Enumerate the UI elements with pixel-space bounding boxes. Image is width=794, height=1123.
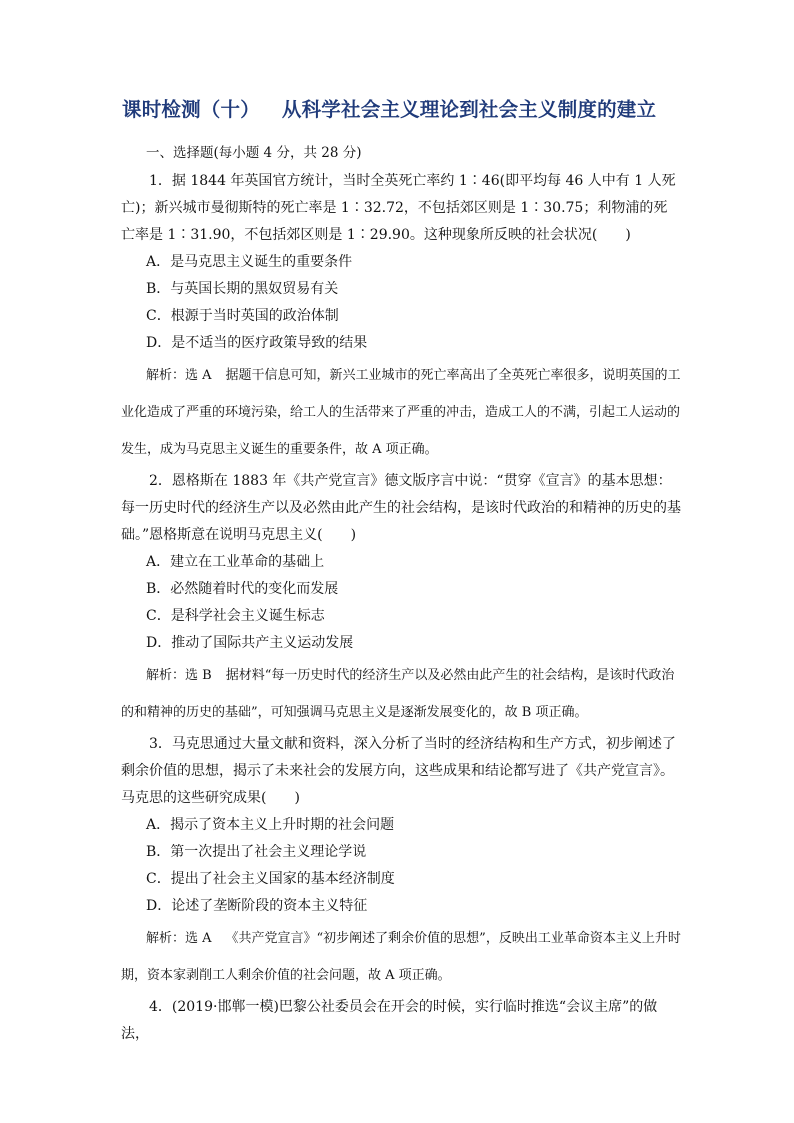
section-heading: 一、选择题(每小题 4 分，共 28 分)	[146, 145, 362, 161]
option-d: D．推动了国际共产主义运动发展	[146, 635, 354, 651]
question-1	[121, 168, 681, 468]
option-a: A．揭示了资本主义上升时期的社会问题	[146, 817, 395, 833]
option-d: D．是不适当的医疗政策导致的结果	[146, 335, 368, 351]
analysis-label: 解析：选 A	[146, 368, 212, 383]
question-stem: 1．据 1844 年英国官方统计，当时全英死亡率约 1∶46(即平均每 46 人中有 1 人死亡)；新兴城市曼彻斯特的死亡率是 1∶32.72，不包括郊区则是 1∶30.75；利物浦的死亡率是 1∶31.90，不包括郊区则是 1∶29.90。这种现象所反映的社会状况( )	[121, 173, 676, 243]
analysis-text: 《共产党宣言》“初步阐述了剩余价值的思想”，反映出工业革命资本主义上升时期，资本家剥削工人剩余价值的社会问题，故 A 项正确。	[121, 931, 681, 983]
option-b: B．与英国长期的黑奴贸易有关	[146, 281, 339, 297]
option-a: A．建立在工业革命的基础上	[146, 554, 325, 570]
analysis-text: 据题干信息可知，新兴工业城市的死亡率高出了全英死亡率很多，说明英国的工业化造成了严重的环境污染，给工人的生活带来了严重的冲击，造成工人的不满，引起工人运动的发生，成为马克思主义诞生的重要条件，故 A 项正确。	[121, 368, 681, 457]
option-c: C．根源于当时英国的政治体制	[146, 308, 339, 324]
option-a: A．是马克思主义诞生的重要条件	[146, 254, 353, 270]
title-topic: 从科学社会主义理论到社会主义制度的建立	[281, 98, 657, 121]
question-list	[121, 168, 681, 1048]
analysis-label: 解析：选 A	[146, 931, 212, 946]
option-d: D．论述了垄断阶段的资本主义特征	[146, 898, 368, 914]
question-4	[121, 994, 681, 1048]
question-3	[121, 731, 681, 994]
analysis-text: 据材料“每一历史时代的经济生产以及必然由此产生的社会结构，是该时代政治的和精神的历史的基础”，可知强调马克思主义是逐渐发展变化的，故 B 项正确。	[121, 668, 675, 720]
question-stem: 3．马克思通过大量文献和资料，深入分析了当时的经济结构和生产方式，初步阐述了剩余价值的思想，揭示了未来社会的发展方向，这些成果和结论都写进了《共产党宣言》。马克思的这些研究成果( )	[121, 736, 676, 806]
question-stem: 4．(2019·邯郸一模)巴黎公社委员会在开会的时候，实行临时推选“会议主席”的做法，	[121, 999, 658, 1042]
title-lesson: 课时检测（十）	[122, 98, 260, 121]
option-c: C．提出了社会主义国家的基本经济制度	[146, 871, 395, 887]
analysis	[121, 657, 681, 731]
question-stem: 2．恩格斯在 1883 年《共产党宣言》德文版序言中说：“贯穿《宣言》的基本思想：每一历史时代的经济生产以及必然由此产生的社会结构，是该时代政治的和精神的历史的基础。”恩格斯意在说明马克思主义( )	[121, 473, 681, 543]
page-title	[122, 94, 682, 122]
analysis-label: 解析：选 B	[146, 668, 212, 683]
analysis	[121, 357, 681, 468]
analysis	[121, 920, 681, 994]
option-b: B．必然随着时代的变化而发展	[146, 581, 339, 597]
option-c: C．是科学社会主义诞生标志	[146, 608, 325, 624]
question-2	[121, 468, 681, 731]
option-b: B．第一次提出了社会主义理论学说	[146, 844, 367, 860]
